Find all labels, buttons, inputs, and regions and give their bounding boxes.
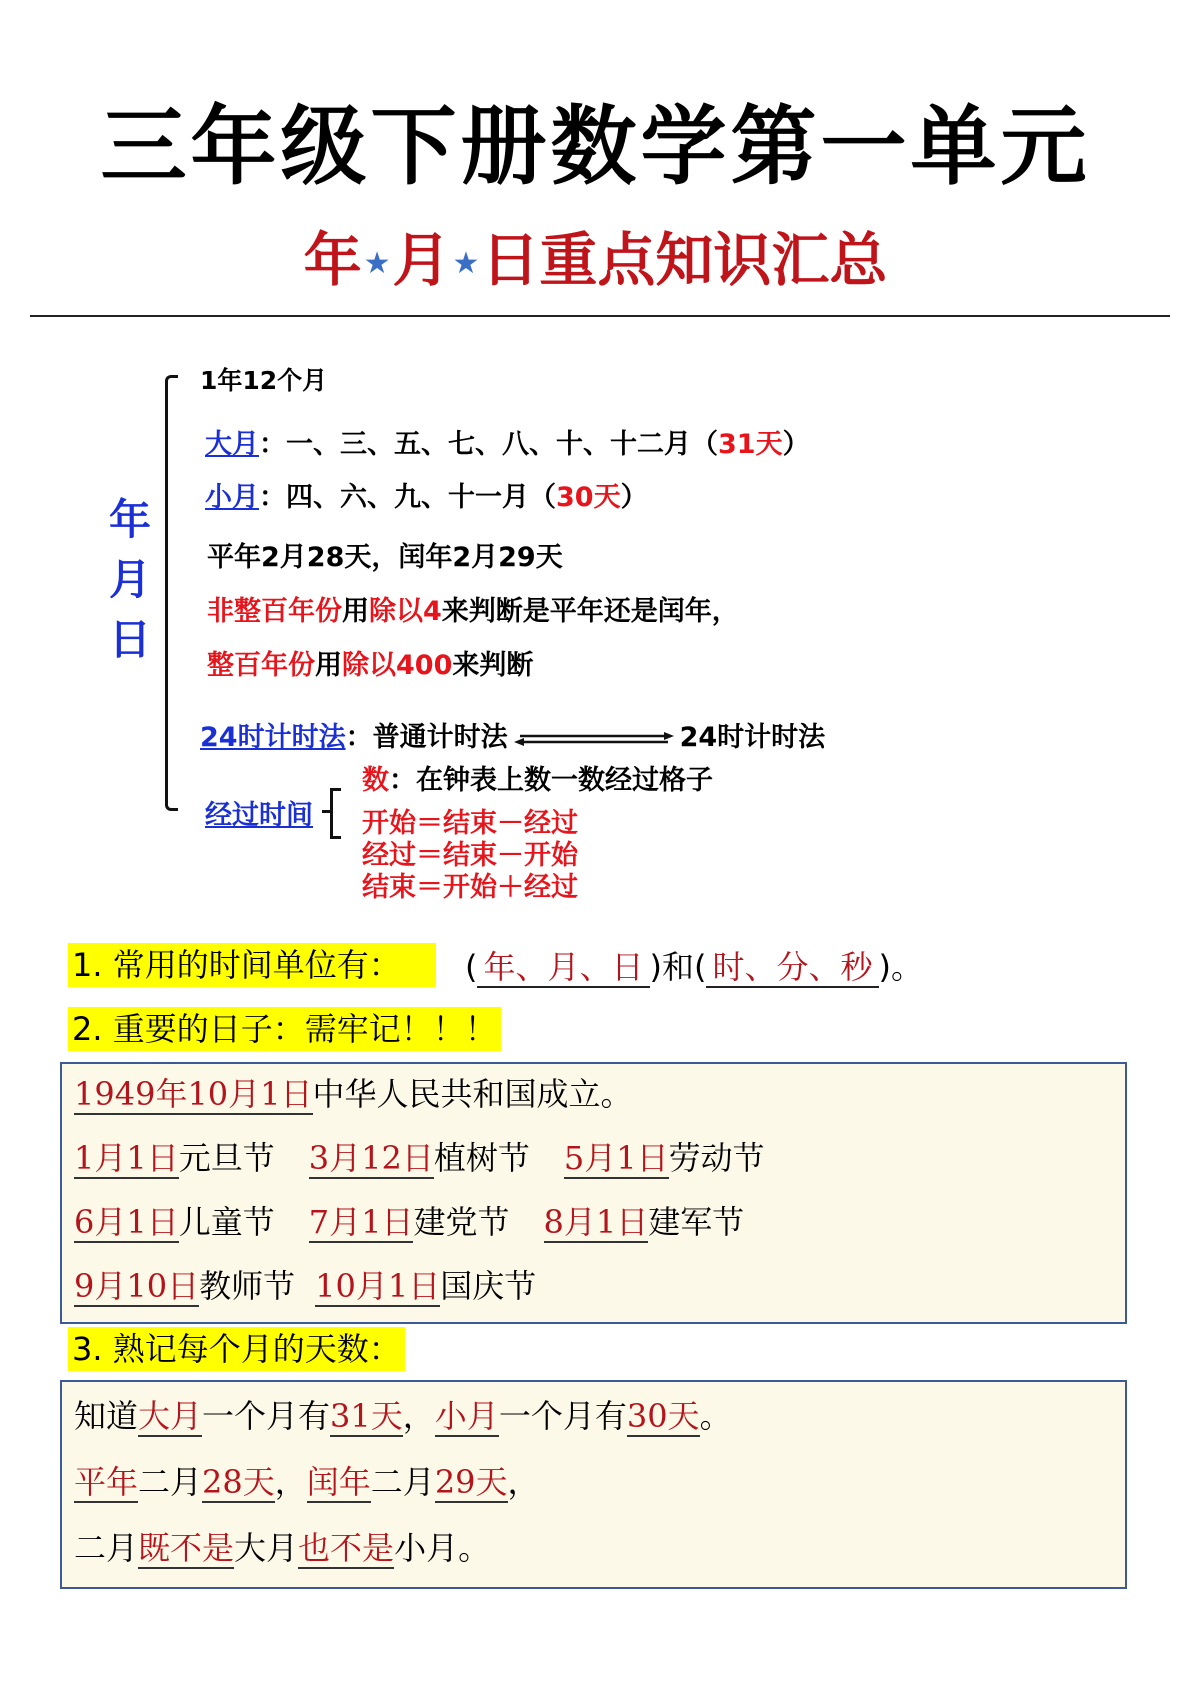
big-month-days: 31天 bbox=[718, 429, 783, 460]
rule-text: 非整百年份 bbox=[207, 596, 342, 627]
holiday: 劳动节 bbox=[668, 1139, 765, 1177]
elapsed-formula: 结束＝开始＋经过 bbox=[362, 872, 578, 903]
answer: 闰年 bbox=[306, 1463, 371, 1501]
answer: 28天 bbox=[202, 1463, 275, 1501]
page-title: 三年级下册数学第一单元 bbox=[100, 97, 1091, 197]
date: 5月1日 bbox=[563, 1139, 669, 1177]
sub-bracket bbox=[330, 788, 341, 839]
text: 知道 bbox=[74, 1397, 139, 1435]
date: 6月1日 bbox=[74, 1203, 179, 1241]
date: 8月1日 bbox=[543, 1203, 649, 1241]
answer: 29天 bbox=[434, 1463, 508, 1501]
date: 1949年10月1日 bbox=[74, 1075, 313, 1113]
colon: ： bbox=[259, 429, 286, 460]
text: ， bbox=[507, 1463, 540, 1501]
big-month-list: 一、三、五、七、八、十、十二月（ bbox=[286, 429, 718, 460]
answer: 大月 bbox=[138, 1397, 203, 1435]
divider bbox=[30, 315, 1170, 317]
paren: )。 bbox=[878, 948, 923, 986]
clock24-text: 24时计时法 bbox=[679, 722, 826, 753]
text: 小月。 bbox=[394, 1529, 491, 1567]
founding-row bbox=[74, 1072, 633, 1116]
date: 10月1日 bbox=[315, 1267, 441, 1305]
section2-heading: 2. 重要的日子：需牢记！！！ bbox=[68, 1007, 501, 1051]
star-icon: ★ bbox=[363, 245, 391, 281]
big-month-label: 大月 bbox=[205, 429, 259, 460]
february-days-line bbox=[74, 1460, 540, 1504]
text: 一个月有 bbox=[202, 1397, 331, 1435]
elapsed-formula: 开始＝结束－经过 bbox=[362, 808, 578, 839]
answer: 小月 bbox=[434, 1397, 499, 1435]
section1-answer bbox=[465, 945, 923, 989]
date: 7月1日 bbox=[308, 1203, 414, 1241]
answer: 31天 bbox=[330, 1397, 403, 1435]
holiday: 教师节 bbox=[199, 1267, 296, 1305]
rule-text: 整百年份 bbox=[207, 650, 315, 681]
clock24-label: 24时计时法 bbox=[200, 722, 346, 753]
small-month-days: 30天 bbox=[556, 482, 621, 513]
root-char: 日 bbox=[108, 615, 151, 664]
holiday: 建军节 bbox=[648, 1203, 745, 1241]
rule-text: 用 bbox=[342, 596, 369, 627]
month-days-line bbox=[74, 1394, 732, 1438]
page-subtitle bbox=[0, 225, 1191, 299]
small-month-list: 四、六、九、十一月（ bbox=[286, 482, 556, 513]
text: 一个月有 bbox=[498, 1397, 627, 1435]
conjunction: )和( bbox=[649, 948, 707, 986]
subtitle-rest: 日重点知识汇总 bbox=[481, 226, 888, 294]
count-text: ：在钟表上数一数经过格子 bbox=[389, 765, 713, 796]
paren: ） bbox=[620, 482, 648, 513]
text: 大月 bbox=[234, 1529, 299, 1567]
clock24-line bbox=[200, 720, 825, 756]
root-char: 月 bbox=[108, 555, 151, 604]
year-months: 1年12个月 bbox=[200, 366, 328, 395]
double-arrow-icon bbox=[514, 732, 674, 746]
answer-time-units: 时、分、秒 bbox=[706, 948, 878, 988]
elapsed-label-text: 经过时间 bbox=[205, 800, 313, 831]
holiday: 儿童节 bbox=[178, 1203, 275, 1241]
answer: 也不是 bbox=[298, 1529, 395, 1567]
answer: 既不是 bbox=[138, 1529, 235, 1567]
colon: ： bbox=[345, 722, 373, 753]
days-row bbox=[74, 1136, 765, 1180]
answer: 平年 bbox=[74, 1463, 139, 1501]
important-days-box bbox=[60, 1062, 1127, 1324]
holiday: 建党节 bbox=[413, 1203, 510, 1241]
event: 中华人民共和国成立。 bbox=[312, 1075, 633, 1113]
leap-rule-2 bbox=[207, 648, 533, 684]
mindmap-root bbox=[105, 490, 155, 670]
holiday: 植树节 bbox=[433, 1139, 530, 1177]
rule-text: 来判断是平年还是闰年， bbox=[441, 596, 739, 627]
text: ， bbox=[274, 1463, 307, 1501]
february-type-line bbox=[74, 1526, 490, 1570]
elapsed-label bbox=[205, 798, 313, 834]
holiday: 元旦节 bbox=[178, 1139, 275, 1177]
rule-text: 用 bbox=[315, 650, 342, 681]
subtitle-month: 月 bbox=[392, 226, 451, 294]
colon: ： bbox=[259, 482, 286, 513]
root-char: 年 bbox=[108, 495, 151, 544]
section3-heading: 3. 熟记每个月的天数： bbox=[68, 1327, 405, 1371]
rule-text: 除以400 bbox=[342, 650, 453, 681]
text: 二月 bbox=[74, 1529, 139, 1567]
section1-heading: 1. 常用的时间单位有： bbox=[68, 943, 436, 987]
elapsed-count bbox=[362, 763, 713, 799]
small-month-line bbox=[205, 480, 648, 516]
text: ， bbox=[402, 1397, 435, 1435]
rule-text: 来判断 bbox=[452, 650, 534, 681]
big-month-line bbox=[205, 427, 810, 463]
february-line: 平年2月28天，闰年2月29天 bbox=[207, 542, 563, 573]
count-key: 数 bbox=[362, 765, 389, 796]
days-row bbox=[74, 1200, 744, 1244]
leap-rule-1 bbox=[207, 594, 739, 630]
elapsed-formula: 经过＝结束－开始 bbox=[362, 840, 578, 871]
holiday: 国庆节 bbox=[440, 1267, 537, 1305]
answer: 30天 bbox=[626, 1397, 700, 1435]
days-row bbox=[74, 1264, 536, 1308]
text: 二月 bbox=[370, 1463, 435, 1501]
text: 。 bbox=[699, 1397, 732, 1435]
paren: ( bbox=[465, 948, 478, 986]
date: 9月10日 bbox=[74, 1267, 200, 1305]
date: 3月12日 bbox=[308, 1139, 434, 1177]
main-bracket bbox=[165, 375, 178, 811]
clock12-text: 普通计时法 bbox=[372, 722, 508, 753]
date: 1月1日 bbox=[74, 1139, 179, 1177]
rule-text: 除以4 bbox=[369, 596, 442, 627]
paren: ） bbox=[782, 429, 810, 460]
answer-date-units: 年、月、日 bbox=[477, 948, 649, 988]
small-month-label: 小月 bbox=[205, 482, 259, 513]
text: 二月 bbox=[138, 1463, 203, 1501]
star-icon: ★ bbox=[452, 245, 480, 281]
month-days-box bbox=[60, 1380, 1127, 1589]
subtitle-year: 年 bbox=[303, 226, 362, 294]
